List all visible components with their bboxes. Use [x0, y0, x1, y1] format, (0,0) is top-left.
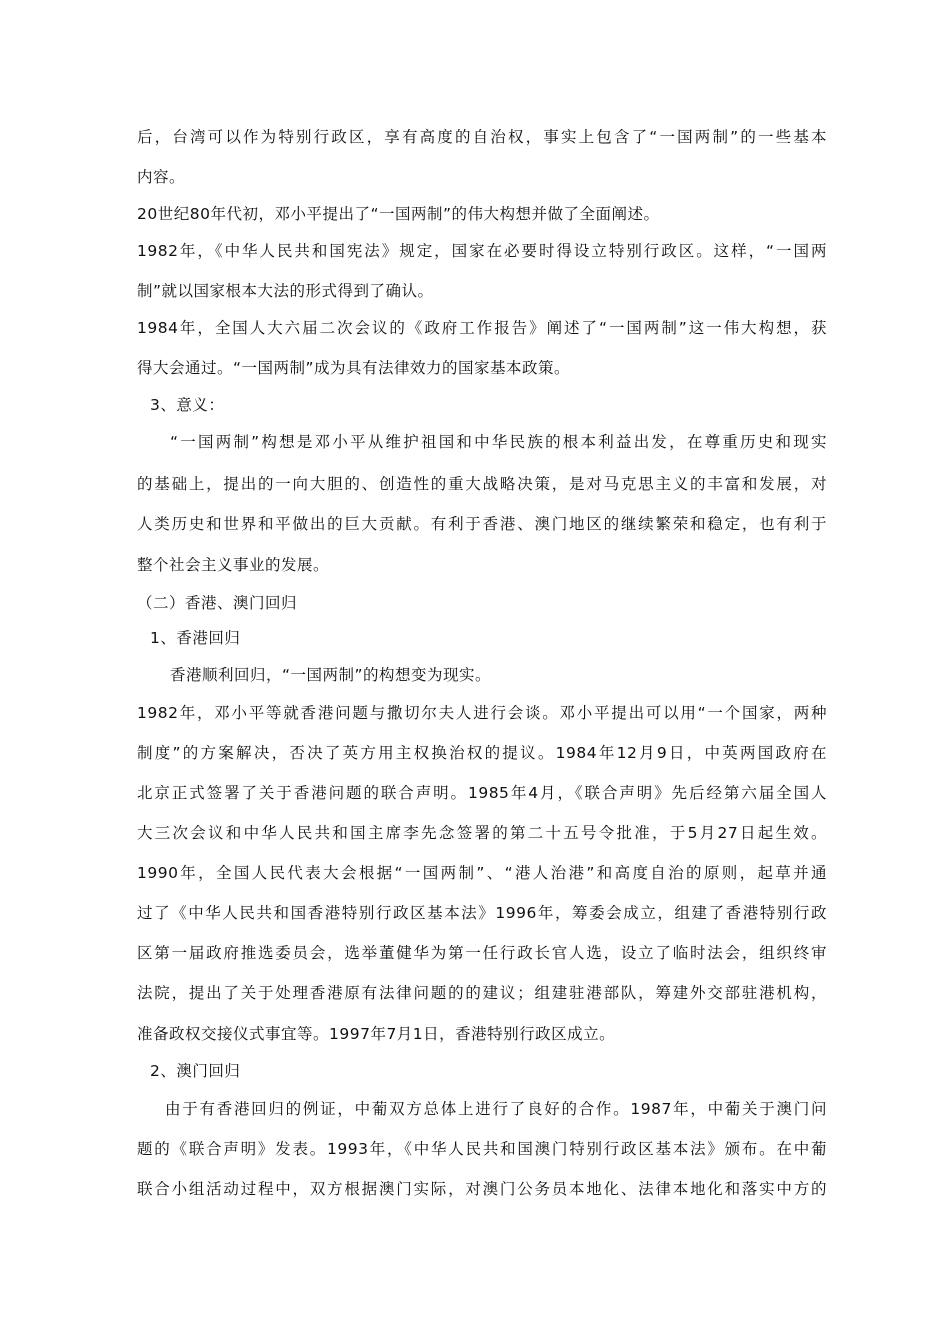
section-heading: 1、香港回归 — [150, 629, 241, 647]
section-heading: （二）香港、澳门回归 — [137, 594, 298, 612]
text-line: 人类历史和世界和平做出的巨大贡献。有利于香港、澳门地区的继续繁荣和稳定，也有利于 — [137, 515, 827, 533]
text-line: 1982年，邓小平等就香港问题与撒切尔夫人进行会谈。邓小平提出可以用“一个国家，两种 — [137, 704, 827, 722]
text-line: 得大会通过。“一国两制”成为具有法律效力的国家基本政策。 — [137, 359, 571, 377]
section-heading: 3、意义： — [150, 396, 225, 414]
text-line: 制度”的方案解决，否决了英方用主权换治权的提议。1984年12月9日，中英两国政府在 — [137, 744, 827, 762]
text-line: 联合小组活动过程中，双方根据澳门实际，对澳门公务员本地化、法律本地化和落实中方的 — [137, 1180, 827, 1198]
text-line: 香港顺利回归，“一国两制”的构想变为现实。 — [170, 666, 492, 684]
text-line: 制”就以国家根本大法的形式得到了确认。 — [137, 282, 434, 300]
text-line: 后，台湾可以作为特别行政区，享有高度的自治权，事实上包含了“一国两制”的一些基本 — [137, 128, 827, 146]
text-line: 过了《中华人民共和国香港特别行政区基本法》1996年，筹委会成立，组建了香港特别行政 — [137, 904, 827, 922]
text-line: 大三次会议和中华人民共和国主席李先念签署的第二十五号令批准，于5月27日起生效。 — [137, 824, 827, 842]
text-line: 北京正式签署了关于香港问题的联合声明。1985年4月，《联合声明》先后经第六届全国人 — [137, 784, 827, 802]
text-line: 题的《联合声明》发表。1993年，《中华人民共和国澳门特别行政区基本法》颁布。在中葡 — [137, 1140, 827, 1158]
text-line: 准备政权交接仪式事宜等。1997年7月1日，香港特别行政区成立。 — [137, 1025, 616, 1043]
section-heading: 2、澳门回归 — [150, 1062, 241, 1080]
text-line: 内容。 — [137, 168, 186, 186]
text-line: 的基础上，提出的一向大胆的、创造性的重大战略决策，是对马克思主义的丰富和发展，对 — [137, 475, 827, 493]
text-line: 1982年，《中华人民共和国宪法》规定，国家在必要时得设立特别行政区。这样，“一国两 — [137, 242, 827, 260]
text-line: “一国两制”构想是邓小平从维护祖国和中华民族的根本利益出发，在尊重历史和现实 — [170, 433, 827, 451]
text-line: 20世纪80年代初，邓小平提出了“一国两制”的伟大构想并做了全面阐述。 — [137, 205, 660, 223]
text-line: 区第一届政府推选委员会，选举董健华为第一任行政长官人选，设立了临时法会，组织终审 — [137, 944, 827, 962]
text-line: 整个社会主义事业的发展。 — [137, 556, 330, 574]
text-line: 法院，提出了关于处理香港原有法律问题的的建议；组建驻港部队，筹建外交部驻港机构， — [137, 984, 827, 1002]
text-line: 1984年，全国人大六届二次会议的《政府工作报告》阐述了“一国两制”这一伟大构想，获 — [137, 319, 827, 337]
text-line: 由于有香港回归的例证，中葡双方总体上进行了良好的合作。1987年，中葡关于澳门问 — [165, 1100, 827, 1118]
text-line: 1990年，全国人民代表大会根据“一国两制”、“港人治港”和高度自治的原则，起草并通 — [137, 864, 827, 882]
